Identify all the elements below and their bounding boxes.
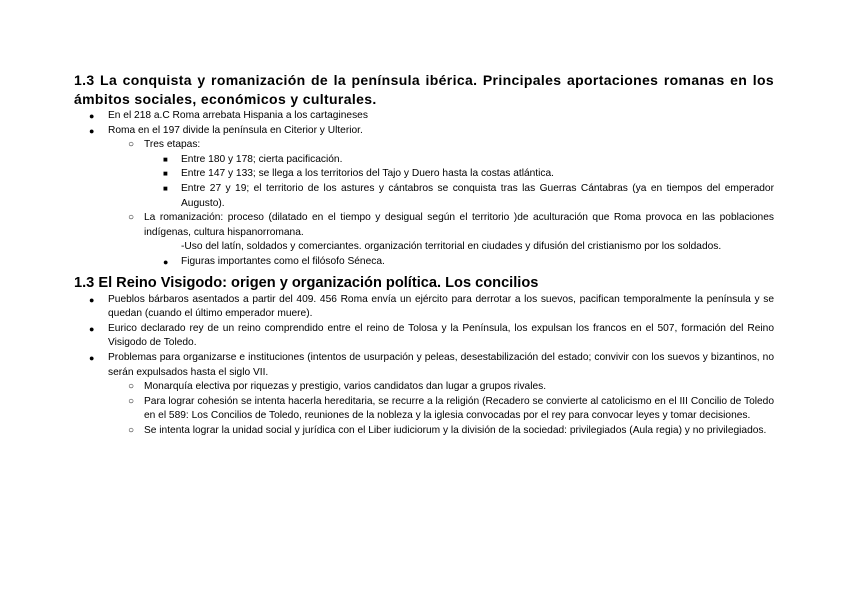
list-item [74,351,774,380]
sub-list-item [74,211,774,240]
sub-list-item [74,395,774,424]
list-item [74,109,774,124]
nested-list-item [74,153,774,168]
nested-list-item-text: Figuras importantes como el filósofo Séneca. [181,255,385,267]
list-item-text: Eurico declarado rey de un reino comprendido entre el reino de Tolosa y la Península, los expulsan los francos en el 507, formación del Reino Visigodo de Toledo. [108,322,774,349]
square-bullet-icon: ■ [163,169,168,179]
romanization-detail-line: -Uso del latín, soldados y comerciantes. organización territorial en ciudades y difusión del cristianismo por los soldados. [181,241,722,253]
list-item [74,124,774,139]
list-item-text: Pueblos bárbaros asentados a partir del 409. 456 Roma envía un ejército para derrotar a los suevos, pacifican temporalmente la península y se quedan (cuando el último emperador muere). [108,293,774,320]
nested-list-item-text: Entre 180 y 178; cierta pacificación. [181,153,343,165]
square-bullet-icon: ■ [163,154,168,164]
sub-list-item [74,424,774,439]
hollow-bullet-icon: ○ [128,139,135,151]
hollow-bullet-icon: ○ [128,381,135,393]
nested-list-item [74,255,774,270]
document-page [74,71,774,438]
nested-list-item [74,167,774,182]
sub-list-item-text: Monarquía electiva por riquezas y prestigio, varios candidatos dan lugar a grupos rivales. [144,381,547,393]
filled-bullet-icon: ● [163,256,169,267]
hollow-bullet-icon: ○ [128,212,135,224]
hollow-bullet-icon: ○ [128,424,135,436]
list-item-text: Roma en el 197 divide la península en Citerior y Ulterior. [108,124,363,136]
filled-bullet-icon: ● [89,294,95,305]
section-heading-visigoths: 1.3 El Reino Visigodo: origen y organización política. Los concilios [74,274,539,291]
filled-bullet-icon: ● [89,111,95,121]
filled-bullet-icon: ● [89,125,95,136]
square-bullet-icon: ■ [163,183,168,193]
nested-list-item-text: Entre 147 y 133; se llega a los territorios del Tajo y Duero hasta la costas atlántica. [181,168,554,180]
sub-list-item-text: Para lograr cohesión se intenta hacerla hereditaria, se recurre a la religión (Recadero se convierte al catolicismo en el III Concilio de Toledo en el 589: Los Concilios de Toledo, reuniones de la nobleza y la iglesia convocadas por el rey para convocar leyes y tomar decisiones. [144,395,774,422]
list-item [74,322,774,351]
nested-list-item-text: Entre 27 y 19; el territorio de los astures y cántabros se conquista tras las Guerras Cántabras (ya en tiempos del emperador Augusto). [181,182,774,209]
sub-list-item [74,380,774,395]
sub-list-item [74,138,774,153]
filled-bullet-icon: ● [89,352,95,363]
hollow-bullet-icon: ○ [128,395,135,407]
filled-bullet-icon: ● [89,323,95,334]
sub-list-item-text: La romanización: proceso (dilatado en el tiempo y desigual según el territorio )de aculturación que Roma provoca en las poblaciones indígenas, cultura hispanorromana. [144,212,774,238]
sub-list-item-text: Tres etapas: [144,139,201,151]
nested-list-item [74,182,774,211]
list-item-text: Problemas para organizarse e instituciones (intentos de usurpación y peleas, desestabilización del estado; convivir con los suevos y bizantinos, no serán expulsados hasta el siglo VII. [108,351,774,378]
sub-list-item-text: Se intenta lograr la unidad social y jurídica con el Liber iudiciorum y la división de la sociedad: privilegiados (Aula regia) y no privilegiados. [144,424,767,436]
list-item [74,293,774,322]
section-heading-romanization: 1.3 La conquista y romanización de la península ibérica. Principales aportaciones romanas en los ámbitos sociales, económicos y culturales. [74,72,774,107]
list-item-text: En el 218 a.C Roma arrebata Hispania a los cartagineses [108,110,368,121]
